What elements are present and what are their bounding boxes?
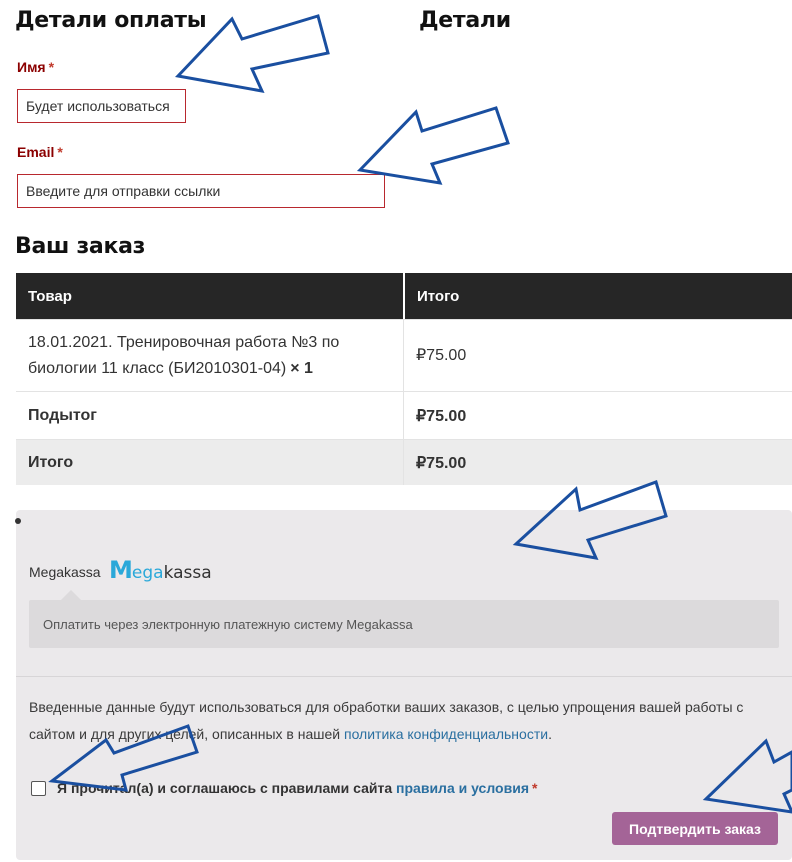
privacy-policy-link[interactable]: политика конфиденциальности (344, 726, 549, 742)
product-cell (16, 319, 403, 391)
total-value: ₽75.00 (403, 439, 792, 485)
subtotal-row (16, 391, 792, 439)
logo-kassa: kassa (163, 563, 212, 583)
product-price: ₽75.00 (403, 319, 792, 391)
privacy-end: . (548, 726, 552, 742)
privacy-text: Введенные данные будут использоваться для обработки ваших заказов, с целью упрощения вашей работы с сайтом и для других целей, описанных в нашей (29, 699, 744, 742)
column-header-total: Итого (403, 273, 792, 319)
billing-title: Детали оплаты (15, 8, 207, 33)
order-table (16, 273, 792, 485)
megakassa-logo (109, 557, 212, 586)
name-label (17, 59, 54, 75)
email-field[interactable] (17, 174, 385, 208)
product-name: 18.01.2021. Тренировочная работа №3 по биологии 11 класс (БИ2010301-04) (28, 333, 340, 377)
payment-method-label[interactable]: Megakassa (29, 564, 101, 580)
email-label (17, 144, 63, 160)
terms-label[interactable] (57, 780, 537, 796)
total-row (16, 439, 792, 485)
logo-ega: ega (131, 563, 164, 583)
description-caret (61, 590, 81, 600)
details-title: Детали (419, 8, 511, 33)
required-mark: * (57, 144, 63, 160)
table-header-row (16, 273, 792, 319)
place-order-button[interactable]: Подтвердить заказ (612, 812, 778, 845)
subtotal-value: ₽75.00 (403, 391, 792, 439)
payment-method-bullet[interactable] (15, 518, 21, 524)
payment-description: Оплатить через электронную платежную систему Megakassa (43, 617, 413, 632)
privacy-notice (29, 694, 769, 748)
required-mark: * (48, 59, 55, 75)
terms-link[interactable]: правила и условия (396, 780, 529, 796)
total-label: Итого (16, 439, 403, 485)
name-field[interactable] (17, 89, 186, 123)
table-row (16, 319, 792, 391)
name-label-text: Имя (17, 59, 46, 75)
terms-text: Я прочитал(а) и соглашаюсь с правилами сайта (57, 780, 393, 796)
logo-m: M (109, 556, 132, 584)
order-title: Ваш заказ (15, 234, 146, 259)
product-quantity: × 1 (290, 359, 313, 377)
column-header-product: Товар (16, 273, 403, 319)
annotation-arrow-icon (360, 108, 508, 183)
divider (16, 676, 792, 677)
required-mark: * (532, 780, 538, 796)
terms-checkbox[interactable] (31, 781, 46, 796)
subtotal-label: Подытог (16, 391, 403, 439)
email-label-text: Email (17, 144, 55, 160)
